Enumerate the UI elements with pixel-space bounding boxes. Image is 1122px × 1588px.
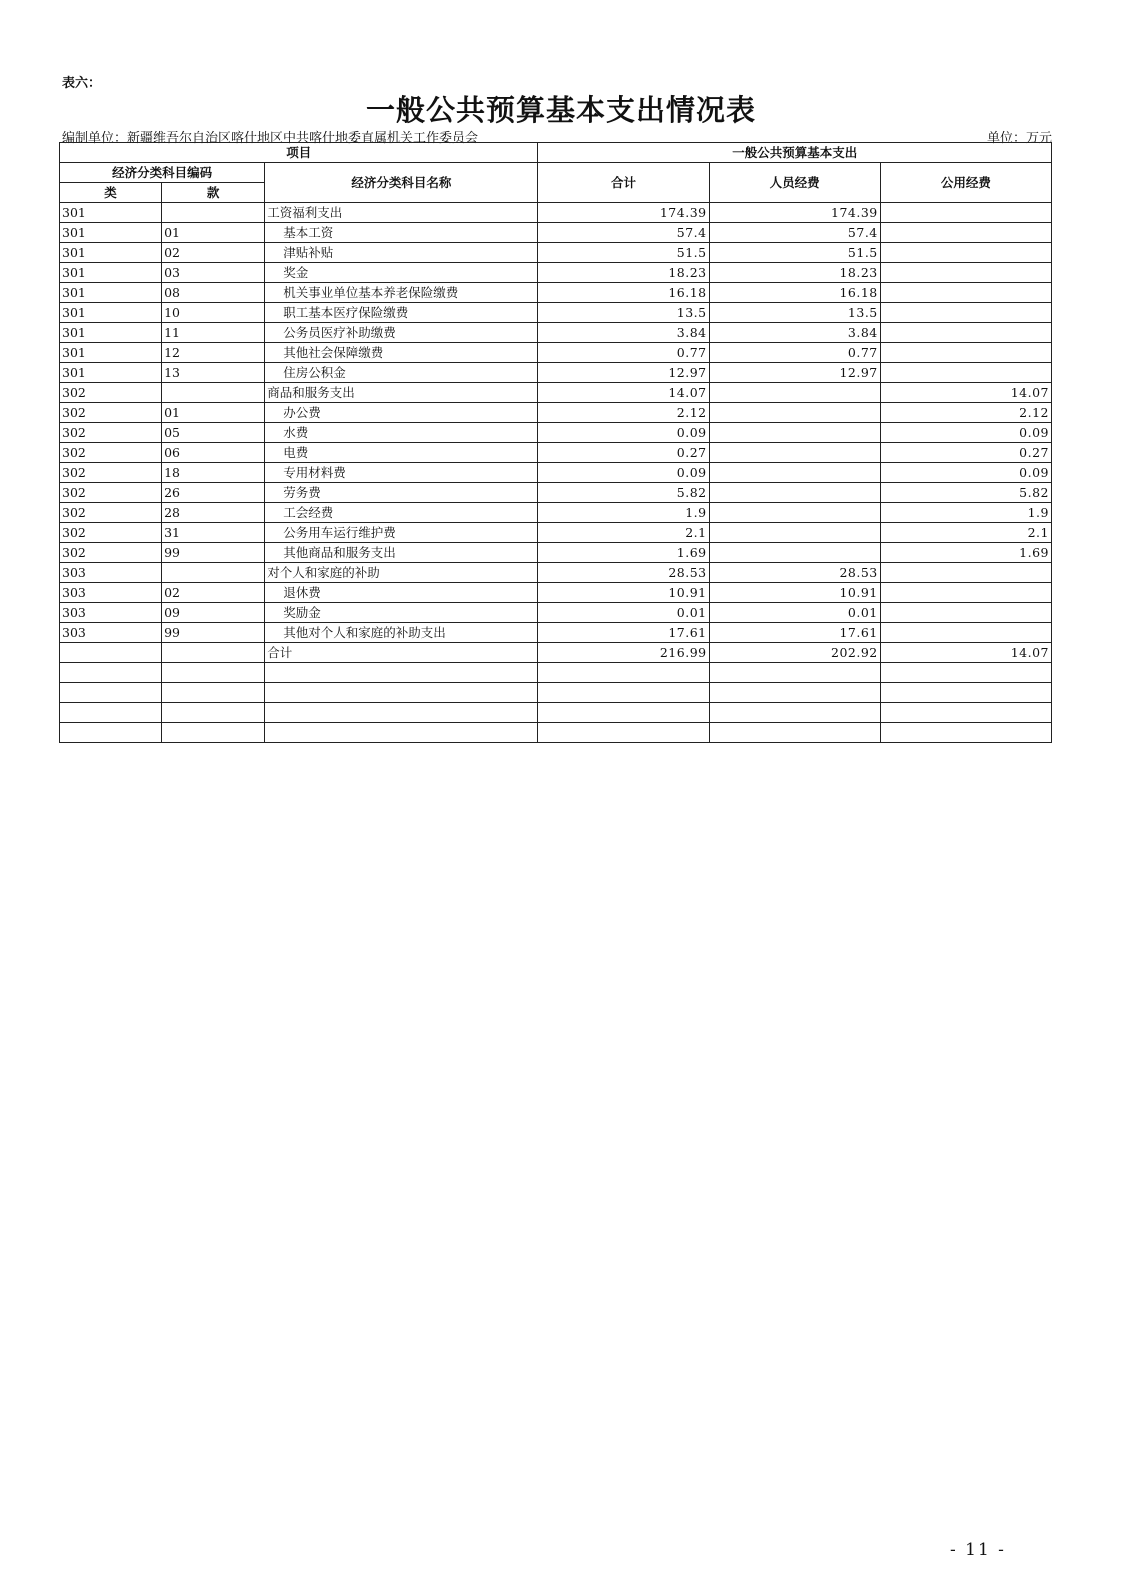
cell-lei	[60, 643, 162, 663]
cell-public: 2.1	[880, 523, 1051, 543]
cell-public: 2.12	[880, 403, 1051, 423]
cell-public	[880, 303, 1051, 323]
header-personnel: 人员经费	[709, 163, 880, 203]
cell-personnel	[709, 443, 880, 463]
cell-personnel: 12.97	[709, 363, 880, 383]
table-row	[60, 663, 1052, 683]
cell-public	[880, 563, 1051, 583]
table-row	[60, 283, 1052, 303]
table-row	[60, 263, 1052, 283]
cell-personnel: 28.53	[709, 563, 880, 583]
cell-kuan: 12	[162, 343, 265, 363]
cell-kuan	[162, 703, 265, 723]
cell-total: 2.1	[538, 523, 709, 543]
cell-lei: 301	[60, 223, 162, 243]
table-row	[60, 403, 1052, 423]
cell-lei: 302	[60, 463, 162, 483]
cell-kuan: 09	[162, 603, 265, 623]
cell-lei: 301	[60, 263, 162, 283]
table-row	[60, 643, 1052, 663]
cell-lei	[60, 703, 162, 723]
cell-personnel: 57.4	[709, 223, 880, 243]
cell-public: 14.07	[880, 643, 1051, 663]
cell-lei: 302	[60, 423, 162, 443]
table-row	[60, 723, 1052, 743]
cell-public	[880, 323, 1051, 343]
cell-name	[265, 663, 538, 683]
cell-total: 0.27	[538, 443, 709, 463]
cell-total: 14.07	[538, 383, 709, 403]
cell-public: 5.82	[880, 483, 1051, 503]
cell-public: 1.9	[880, 503, 1051, 523]
compiling-unit: 编制单位：新疆维吾尔自治区喀什地区中共喀什地委直属机关工作委员会	[62, 131, 479, 146]
cell-lei	[60, 683, 162, 703]
cell-public: 1.69	[880, 543, 1051, 563]
cell-total: 12.97	[538, 363, 709, 383]
cell-name: 奖励金	[265, 603, 538, 623]
cell-personnel	[709, 423, 880, 443]
cell-name	[265, 723, 538, 743]
header-budget-group: 一般公共预算基本支出	[538, 143, 1052, 163]
cell-personnel: 3.84	[709, 323, 880, 343]
cell-total: 28.53	[538, 563, 709, 583]
page-title: 一般公共预算基本支出情况表	[365, 93, 756, 127]
cell-kuan: 05	[162, 423, 265, 443]
header-code-group: 经济分类科目编码	[60, 163, 265, 183]
cell-kuan: 26	[162, 483, 265, 503]
table-body	[60, 203, 1052, 743]
meta-line	[62, 127, 1052, 146]
cell-kuan	[162, 203, 265, 223]
cell-public	[880, 283, 1051, 303]
cell-personnel: 13.5	[709, 303, 880, 323]
cell-lei: 303	[60, 623, 162, 643]
cell-total	[538, 723, 709, 743]
cell-total: 57.4	[538, 223, 709, 243]
cell-kuan	[162, 663, 265, 683]
cell-kuan: 02	[162, 583, 265, 603]
cell-name	[265, 683, 538, 703]
cell-kuan: 99	[162, 623, 265, 643]
cell-kuan: 03	[162, 263, 265, 283]
cell-total: 0.09	[538, 423, 709, 443]
table-row	[60, 583, 1052, 603]
cell-public	[880, 603, 1051, 623]
cell-name	[265, 703, 538, 723]
cell-name: 退休费	[265, 583, 538, 603]
cell-personnel: 51.5	[709, 243, 880, 263]
cell-kuan: 18	[162, 463, 265, 483]
cell-name: 劳务费	[265, 483, 538, 503]
cell-name: 基本工资	[265, 223, 538, 243]
cell-public: 0.09	[880, 463, 1051, 483]
cell-public	[880, 663, 1051, 683]
cell-name: 机关事业单位基本养老保险缴费	[265, 283, 538, 303]
cell-kuan: 02	[162, 243, 265, 263]
cell-personnel	[709, 383, 880, 403]
cell-personnel: 10.91	[709, 583, 880, 603]
table-row	[60, 623, 1052, 643]
cell-public	[880, 363, 1051, 383]
table-row	[60, 563, 1052, 583]
cell-lei	[60, 663, 162, 683]
table-row	[60, 443, 1052, 463]
table-row	[60, 223, 1052, 243]
table-row	[60, 523, 1052, 543]
cell-name: 其他商品和服务支出	[265, 543, 538, 563]
cell-name: 工会经费	[265, 503, 538, 523]
cell-name: 职工基本医疗保险缴费	[265, 303, 538, 323]
cell-lei: 301	[60, 203, 162, 223]
cell-lei: 302	[60, 543, 162, 563]
cell-total: 18.23	[538, 263, 709, 283]
cell-name: 水费	[265, 423, 538, 443]
cell-kuan: 01	[162, 223, 265, 243]
cell-lei: 302	[60, 483, 162, 503]
cell-personnel	[709, 503, 880, 523]
cell-lei: 302	[60, 503, 162, 523]
cell-total: 17.61	[538, 623, 709, 643]
cell-lei: 302	[60, 443, 162, 463]
cell-name: 其他对个人和家庭的补助支出	[265, 623, 538, 643]
cell-personnel	[709, 483, 880, 503]
cell-lei: 303	[60, 563, 162, 583]
cell-total: 1.9	[538, 503, 709, 523]
cell-total: 1.69	[538, 543, 709, 563]
cell-public	[880, 223, 1051, 243]
cell-name: 奖金	[265, 263, 538, 283]
cell-public	[880, 723, 1051, 743]
cell-name: 公务员医疗补助缴费	[265, 323, 538, 343]
cell-personnel: 17.61	[709, 623, 880, 643]
cell-public	[880, 683, 1051, 703]
cell-personnel: 174.39	[709, 203, 880, 223]
cell-public	[880, 623, 1051, 643]
cell-total	[538, 663, 709, 683]
cell-name: 专用材料费	[265, 463, 538, 483]
cell-total: 2.12	[538, 403, 709, 423]
cell-name: 公务用车运行维护费	[265, 523, 538, 543]
cell-total: 13.5	[538, 303, 709, 323]
cell-personnel: 0.77	[709, 343, 880, 363]
cell-total: 51.5	[538, 243, 709, 263]
cell-public	[880, 583, 1051, 603]
cell-total: 10.91	[538, 583, 709, 603]
cell-name: 商品和服务支出	[265, 383, 538, 403]
cell-name: 办公费	[265, 403, 538, 423]
table-row	[60, 543, 1052, 563]
cell-total: 0.77	[538, 343, 709, 363]
cell-kuan: 28	[162, 503, 265, 523]
cell-personnel	[709, 543, 880, 563]
cell-lei: 301	[60, 303, 162, 323]
table-row	[60, 383, 1052, 403]
header-total: 合计	[538, 163, 709, 203]
cell-public	[880, 703, 1051, 723]
cell-name: 对个人和家庭的补助	[265, 563, 538, 583]
cell-lei: 302	[60, 523, 162, 543]
cell-personnel	[709, 403, 880, 423]
cell-total: 174.39	[538, 203, 709, 223]
cell-public	[880, 203, 1051, 223]
table-row	[60, 323, 1052, 343]
table-row	[60, 423, 1052, 443]
cell-lei: 303	[60, 603, 162, 623]
cell-total	[538, 703, 709, 723]
table-row	[60, 363, 1052, 383]
cell-lei: 301	[60, 243, 162, 263]
cell-kuan: 31	[162, 523, 265, 543]
cell-kuan	[162, 563, 265, 583]
table-row	[60, 343, 1052, 363]
table-row	[60, 703, 1052, 723]
table-row	[60, 603, 1052, 623]
cell-lei: 303	[60, 583, 162, 603]
cell-name: 合计	[265, 643, 538, 663]
page-number: - 11 -	[950, 1540, 1006, 1560]
table-label: 表六：	[62, 76, 102, 91]
cell-personnel	[709, 683, 880, 703]
cell-kuan	[162, 723, 265, 743]
cell-total: 0.01	[538, 603, 709, 623]
table-row	[60, 683, 1052, 703]
cell-kuan: 13	[162, 363, 265, 383]
cell-name: 住房公积金	[265, 363, 538, 383]
cell-total: 16.18	[538, 283, 709, 303]
cell-lei: 301	[60, 343, 162, 363]
header-name: 经济分类科目名称	[265, 163, 538, 203]
cell-public	[880, 343, 1051, 363]
cell-lei	[60, 723, 162, 743]
cell-lei: 302	[60, 403, 162, 423]
cell-kuan	[162, 383, 265, 403]
cell-name: 工资福利支出	[265, 203, 538, 223]
cell-name: 其他社会保障缴费	[265, 343, 538, 363]
cell-kuan: 01	[162, 403, 265, 423]
cell-total: 216.99	[538, 643, 709, 663]
cell-kuan: 11	[162, 323, 265, 343]
cell-personnel: 202.92	[709, 643, 880, 663]
cell-public	[880, 243, 1051, 263]
table-row	[60, 203, 1052, 223]
cell-total: 3.84	[538, 323, 709, 343]
cell-total: 5.82	[538, 483, 709, 503]
cell-personnel	[709, 463, 880, 483]
cell-total: 0.09	[538, 463, 709, 483]
table-row	[60, 503, 1052, 523]
cell-name: 电费	[265, 443, 538, 463]
cell-total	[538, 683, 709, 703]
header-public: 公用经费	[880, 163, 1051, 203]
table-row	[60, 483, 1052, 503]
header-lei: 类	[60, 183, 162, 203]
cell-personnel	[709, 703, 880, 723]
cell-personnel	[709, 523, 880, 543]
cell-kuan: 08	[162, 283, 265, 303]
cell-personnel: 0.01	[709, 603, 880, 623]
cell-lei: 301	[60, 283, 162, 303]
cell-kuan	[162, 683, 265, 703]
currency-unit: 单位：万元	[986, 131, 1052, 146]
cell-public: 0.09	[880, 423, 1051, 443]
cell-public: 14.07	[880, 383, 1051, 403]
cell-kuan: 06	[162, 443, 265, 463]
cell-public	[880, 263, 1051, 283]
cell-personnel	[709, 663, 880, 683]
table-row	[60, 463, 1052, 483]
cell-public: 0.27	[880, 443, 1051, 463]
cell-kuan	[162, 643, 265, 663]
table-row	[60, 303, 1052, 323]
table-row	[60, 243, 1052, 263]
budget-table	[59, 142, 1052, 743]
cell-name: 津贴补贴	[265, 243, 538, 263]
header-kuan: 款	[162, 183, 265, 203]
header-project: 项目	[60, 143, 538, 163]
cell-lei: 301	[60, 363, 162, 383]
cell-kuan: 10	[162, 303, 265, 323]
cell-lei: 301	[60, 323, 162, 343]
cell-lei: 302	[60, 383, 162, 403]
cell-personnel: 16.18	[709, 283, 880, 303]
cell-personnel	[709, 723, 880, 743]
cell-kuan: 99	[162, 543, 265, 563]
cell-personnel: 18.23	[709, 263, 880, 283]
